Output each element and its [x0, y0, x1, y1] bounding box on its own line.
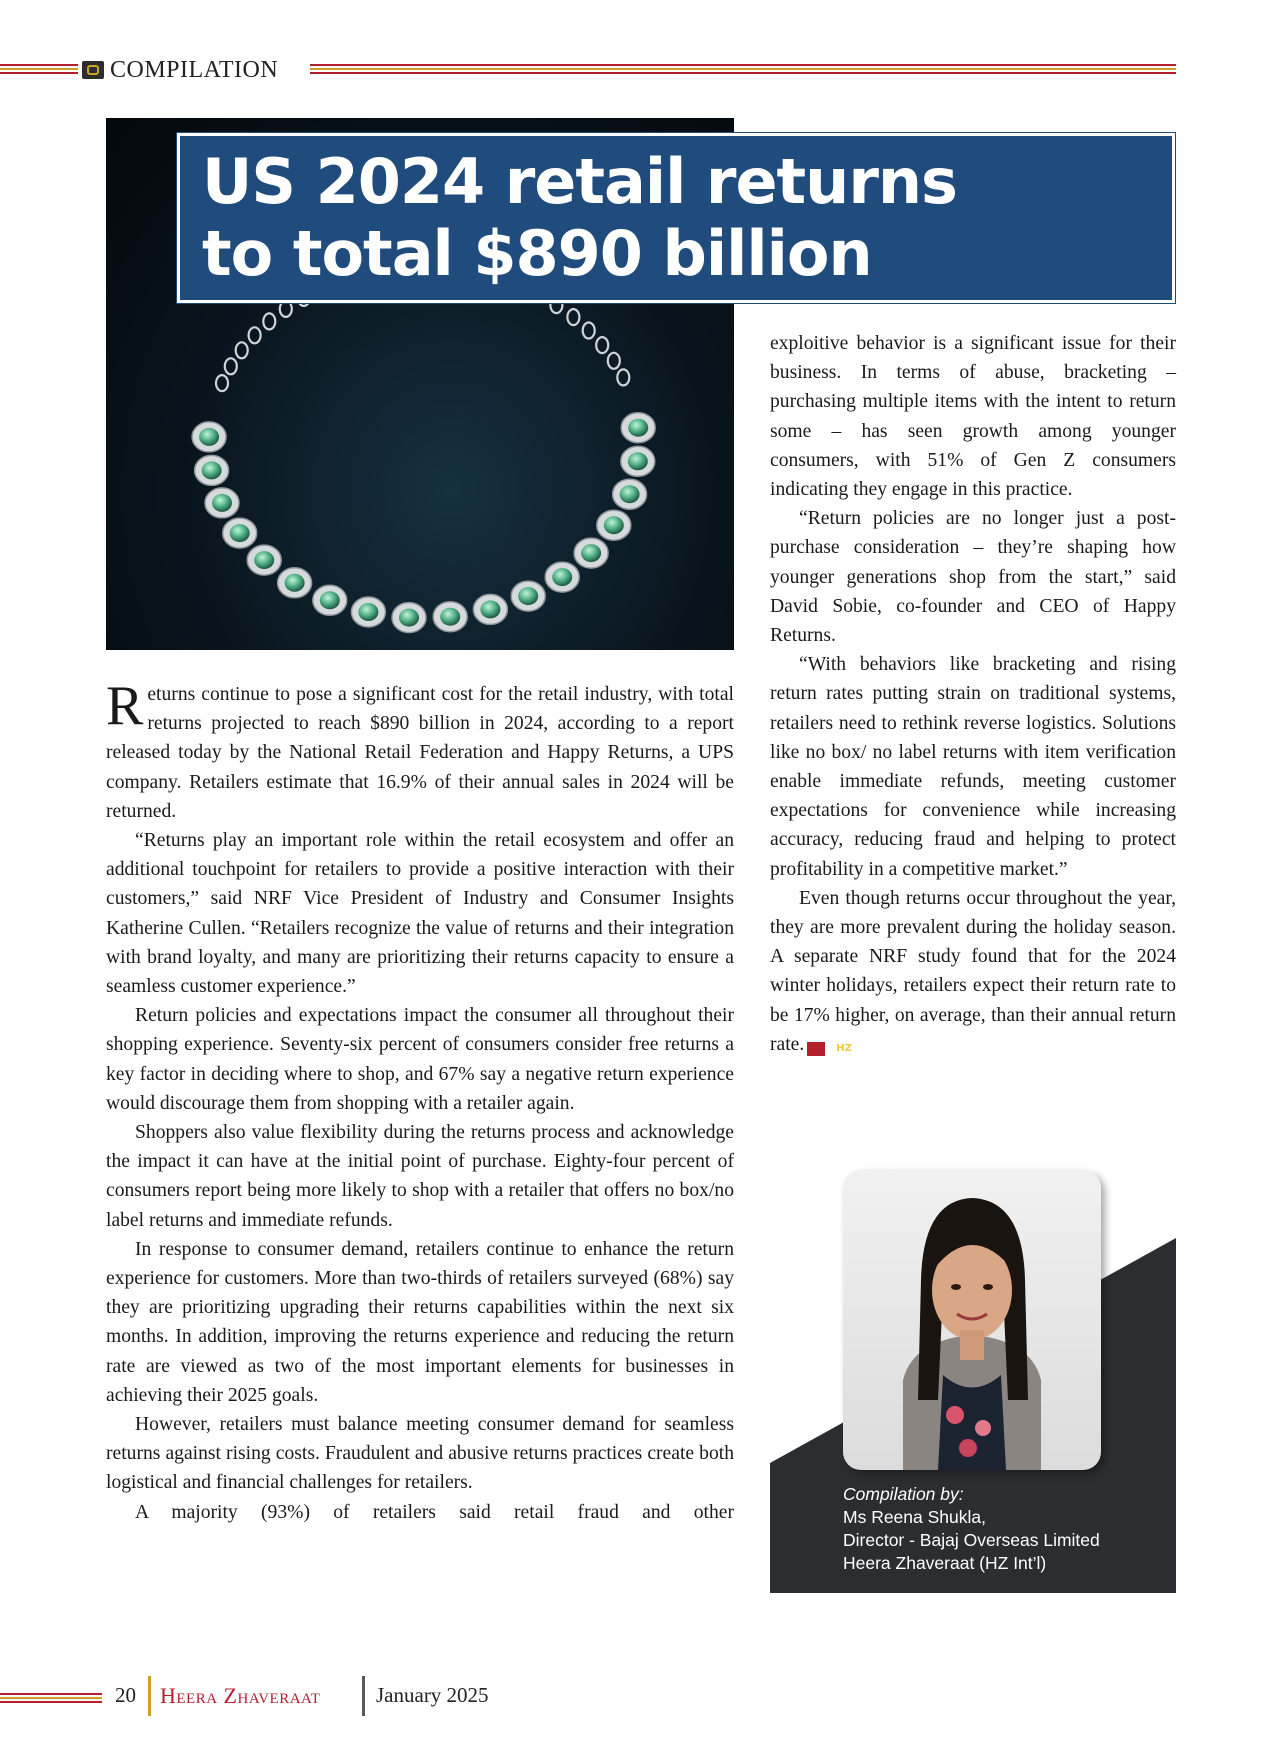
emerald-station	[223, 518, 257, 548]
chain-link	[567, 309, 579, 325]
article-right-column	[770, 329, 1176, 1059]
caption-heading: Compilation by:	[843, 1484, 964, 1504]
emerald-station	[313, 585, 347, 615]
title-line-1: US 2024 retail returns	[202, 145, 957, 218]
title-line-2: to total $890 billion	[202, 217, 872, 290]
emerald-station	[351, 597, 385, 627]
footer-rule-gold	[0, 1697, 102, 1699]
chain-link	[608, 353, 620, 369]
paragraph: “With behaviors like bracketing and rising return rates putting strain on traditional systems, retailers need to rethink reverse logistics. Solutions like no box/ no label returns with item verification enable immediate refunds, meeting customer expectations for convenience while increasing accuracy, reducing fraud and helping to protect profitability in a competitive market.”	[770, 654, 1176, 880]
paragraph: Return policies and expectations impact the consumer all throughout their shopping experience. Seventy-six percent of consumers consider free returns a key factor in deciding where to shop, and 67% say a negative return experience would discourage them from shopping with a retailer again.	[106, 1005, 734, 1114]
author-caption	[843, 1483, 1100, 1575]
chain-link	[225, 358, 237, 374]
paragraph: Even though returns occur throughout the year, they are more prevalent during the holiday season. A separate NRF study found that for the 2024 winter holidays, retailers expect their return rate to be 17% higher, on average, than their annual return rate. HZ	[770, 887, 1176, 1055]
chain-link	[596, 337, 608, 353]
paragraph: “Return policies are no longer just a post-purchase consideration – they’re shaping how younger generations shop from the start,” said David Sobie, co-founder and CEO of Happy Returns.	[770, 508, 1176, 647]
paragraph: A majority (93%) of retailers said retail fraud and other	[135, 1501, 734, 1523]
author-publication: Heera Zhaveraat (HZ Int’l)	[843, 1553, 1047, 1573]
magazine-logo-icon	[82, 61, 104, 79]
footer-rule	[0, 1693, 102, 1695]
author-name: Ms Reena Shukla,	[843, 1507, 986, 1527]
emerald-station	[621, 413, 655, 443]
end-mark-icon: HZ	[807, 1042, 825, 1056]
chain-link	[583, 323, 595, 339]
emerald-station	[621, 446, 655, 476]
page-number: 20	[115, 1683, 136, 1707]
emerald-station	[473, 594, 507, 624]
emerald-station	[545, 562, 579, 592]
emerald-station	[392, 603, 426, 633]
section-label: COMPILATION	[110, 57, 279, 83]
emerald-station	[433, 602, 467, 632]
drop-cap: R	[106, 675, 144, 737]
publication-brand: Heera Zhaveraat	[160, 1683, 321, 1708]
chain-link	[280, 301, 292, 317]
emerald-station	[195, 455, 229, 485]
emerald-station	[511, 581, 545, 611]
author-photo	[843, 1170, 1101, 1470]
footer-divider	[148, 1676, 151, 1716]
emerald-station	[205, 488, 239, 518]
chain-link	[236, 342, 248, 358]
emerald-station	[574, 538, 608, 568]
emerald-station	[597, 510, 631, 540]
paragraph: However, retailers must balance meeting consumer demand for seamless returns against rising costs. Fraudulent and abusive returns practices create both logistical and financial challenges for retailers.	[106, 1414, 734, 1494]
paragraph: Returns continue to pose a significant cost for the retail industry, with total returns projected to reach $890 billion in 2024, according to a report released today by the National Retail Federation and Happy Returns, a UPS company. Retailers estimate that 16.9% of their annual sales in 2024 will be returned.	[106, 675, 734, 822]
emerald-station	[247, 545, 281, 575]
paragraph: “Returns play an important role within the retail ecosystem and offer an additional touchpoint for retailers to provide a positive interaction with their customers,” said NRF Vice President of Industry and Consumer Insights Katherine Cullen. “Retailers recognize the value of returns and their integration with brand loyalty, and many are prioritizing their returns capacity to ensure a seamless customer experience.”	[106, 830, 734, 998]
chain-link	[263, 313, 275, 329]
emerald-station	[278, 568, 312, 598]
author-role: Director - Bajaj Overseas Limited	[843, 1530, 1100, 1550]
chain-link	[617, 369, 629, 385]
paragraph: exploitive behavior is a significant issue for their business. In terms of abuse, bracketing – purchasing multiple items with the intent to return some – has seen growth among younger consumers, with 51% of Gen Z consumers indicating they engage in this practice.	[770, 333, 1176, 501]
footer-divider	[362, 1676, 365, 1716]
issue-date: January 2025	[376, 1683, 489, 1707]
emerald-station	[613, 479, 647, 509]
paragraph: Shoppers also value flexibility during the returns process and acknowledge the impact it can have at the initial point of purchase. Eighty-four percent of consumers report being more likely to shop with a retailer that offers no box/no label returns and immediate refunds.	[106, 1122, 734, 1231]
title-banner	[177, 133, 1175, 303]
article-title	[202, 146, 957, 290]
article-left-column	[106, 675, 734, 1527]
chain-link	[249, 327, 261, 343]
footer-rule-red	[0, 1701, 102, 1703]
emerald-station	[192, 422, 226, 452]
chain-link	[216, 375, 228, 391]
paragraph: In response to consumer demand, retailers continue to enhance the return experience for customers. More than two-thirds of retailers surveyed (68%) say they are prioritizing upgrading their returns capabilities within the next six months. In addition, improving the returns experience and reducing the return rate are viewed as two of the most important elements for businesses in achieving their 2025 goals.	[106, 1238, 734, 1406]
